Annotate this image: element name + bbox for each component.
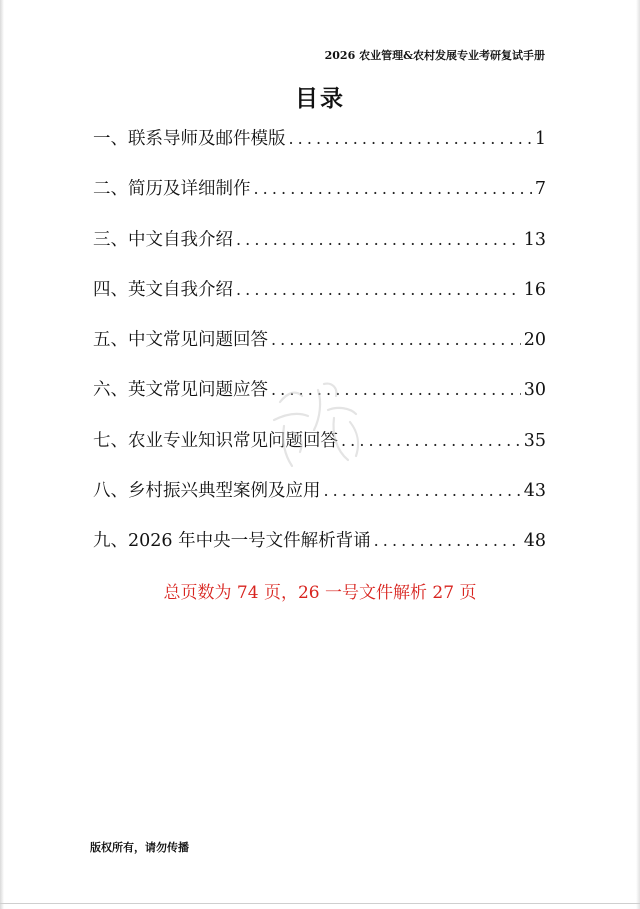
toc-entry-9[interactable]: [93, 523, 546, 573]
copyright-footer: 版权所有，请勿传播: [90, 841, 189, 854]
toc-entry-1[interactable]: [93, 121, 546, 171]
toc-entry-label: 三、中文自我介绍: [93, 229, 233, 250]
toc-entry-label: 二、简历及详细制作: [93, 179, 251, 200]
page-count-summary: 总页数为 74 页，26 一号文件解析 27 页: [163, 583, 477, 603]
toc-entry-page: 13: [523, 229, 546, 250]
toc-entry-label: 六、英文常见问题应答: [93, 380, 268, 401]
toc-entry-label: 九、2026 年中央一号文件解析背诵: [93, 531, 371, 552]
page-bottom-divider: [0, 903, 640, 904]
toc-entry-3[interactable]: [93, 222, 546, 272]
toc-dot-leader: [254, 171, 532, 207]
running-header: 2026 农业管理&农村发展专业考研复试手册: [324, 49, 545, 62]
toc-entry-label: 一、联系导师及邮件模版: [93, 129, 286, 149]
toc-entry-4[interactable]: [93, 272, 546, 322]
toc-entry-page: 7: [534, 179, 546, 200]
page-right-edge: [636, 0, 640, 909]
toc-entry-page: 35: [523, 430, 546, 451]
toc-dot-leader: [374, 523, 521, 559]
toc-entry-page: 20: [523, 330, 546, 351]
toc-entry-page: 30: [523, 380, 546, 401]
toc-dot-leader: [289, 121, 532, 157]
toc-entry-label: 七、农业专业知识常见问题回答: [93, 430, 338, 451]
toc-title: 目录: [295, 85, 345, 112]
toc-entry-page: 16: [523, 279, 546, 300]
toc-entry-page: 1: [534, 129, 546, 149]
toc-dot-leader: [271, 322, 521, 358]
toc-entry-label: 四、英文自我介绍: [93, 279, 233, 300]
handwritten-signature-watermark-icon: [262, 362, 372, 482]
toc-list: [93, 121, 546, 574]
toc-entry-page: 43: [523, 481, 546, 502]
toc-dot-leader: [236, 272, 521, 308]
toc-entry-2[interactable]: [93, 171, 546, 221]
toc-entry-label: 五、中文常见问题回答: [93, 330, 268, 351]
toc-entry-page: 48: [523, 531, 546, 552]
toc-entry-label: 八、乡村振兴典型案例及应用: [93, 481, 321, 502]
page-left-edge: [0, 0, 4, 909]
toc-dot-leader: [236, 222, 521, 258]
